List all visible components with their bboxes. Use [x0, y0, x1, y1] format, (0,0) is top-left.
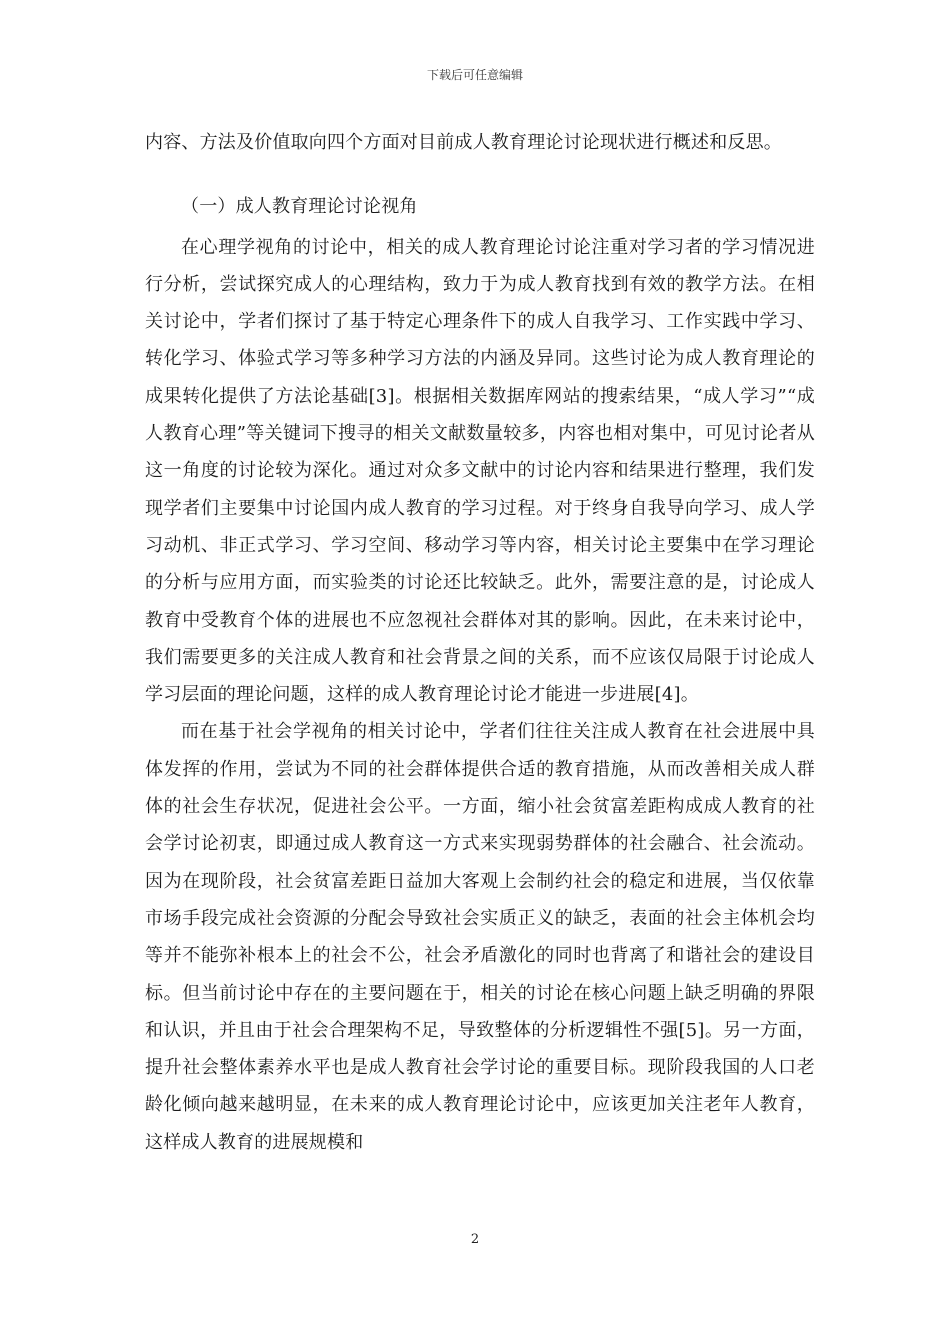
- body-paragraph-psychology: 在心理学视角的讨论中，相关的成人教育理论讨论注重对学习者的学习情况进行分析，尝试探究成人的心理结构，致力于为成人教育找到有效的教学方法。在相关讨论中，学者们探讨了基于特定心理条件下的成人自我学习、工作实践中学习、转化学习、体验式学习等多种学习方法的内涵及异同。这些讨论为成人教育理论的成果转化提供了方法论基础[3]。根据相关数据库网站的搜索结果，“成人学习”“成人教育心理”等关键词下搜寻的相关文献数量较多，内容也相对集中，可见讨论者从这一角度的讨论较为深化。通过对众多文献中的讨论内容和结果进行整理，我们发现学者们主要集中讨论国内成人教育的学习过程。对于终身自我导向学习、成人学习动机、非正式学习、学习空间、移动学习等内容，相关讨论主要集中在学习理论的分析与应用方面，而实验类的讨论还比较缺乏。此外，需要注意的是，讨论成人教育中受教育个体的进展也不应忽视社会群体对其的影响。因此，在未来讨论中，我们需要更多的关注成人教育和社会背景之间的关系，而不应该仅局限于讨论成人学习层面的理论问题，这样的成人教育理论讨论才能进一步进展[4]。: [145, 236, 815, 706]
- body-paragraph-sociology: 而在基于社会学视角的相关讨论中，学者们往往关注成人教育在社会进展中具体发挥的作用，尝试为不同的社会群体提供合适的教育措施，从而改善相关成人群体的社会生存状况，促进社会公平。一方面，缩小社会贫富差距构成成人教育的社会学讨论初衷，即通过成人教育这一方式来实现弱势群体的社会融合、社会流动。因为在现阶段，社会贫富差距日益加大客观上会制约社会的稳定和进展，当仅依靠市场手段完成社会资源的分配会导致社会实质正义的缺乏，表面的社会主体机会均等并不能弥补根本上的社会不公，社会矛盾激化的同时也背离了和谐社会的建设目标。但当前讨论中存在的主要问题在于，相关的讨论在核心问题上缺乏明确的界限和认识，并且由于社会合理架构不足，导致整体的分析逻辑性不强[5]。另一方面，提升社会整体素养水平也是成人教育社会学讨论的重要目标。现阶段我国的人口老龄化倾向越来越明显，在未来的成人教育理论讨论中，应该更加关注老年人教育，这样成人教育的进展规模和: [145, 721, 815, 1153]
- document-body: [145, 124, 815, 1161]
- intro-paragraph: 内容、方法及价值取向四个方面对目前成人教育理论讨论现状进行概述和反思。: [145, 132, 782, 153]
- page-header: 下载后可任意编辑: [426, 68, 523, 82]
- page-number: 2: [470, 1232, 480, 1247]
- section-heading: （一）成人教育理论讨论视角: [181, 196, 418, 218]
